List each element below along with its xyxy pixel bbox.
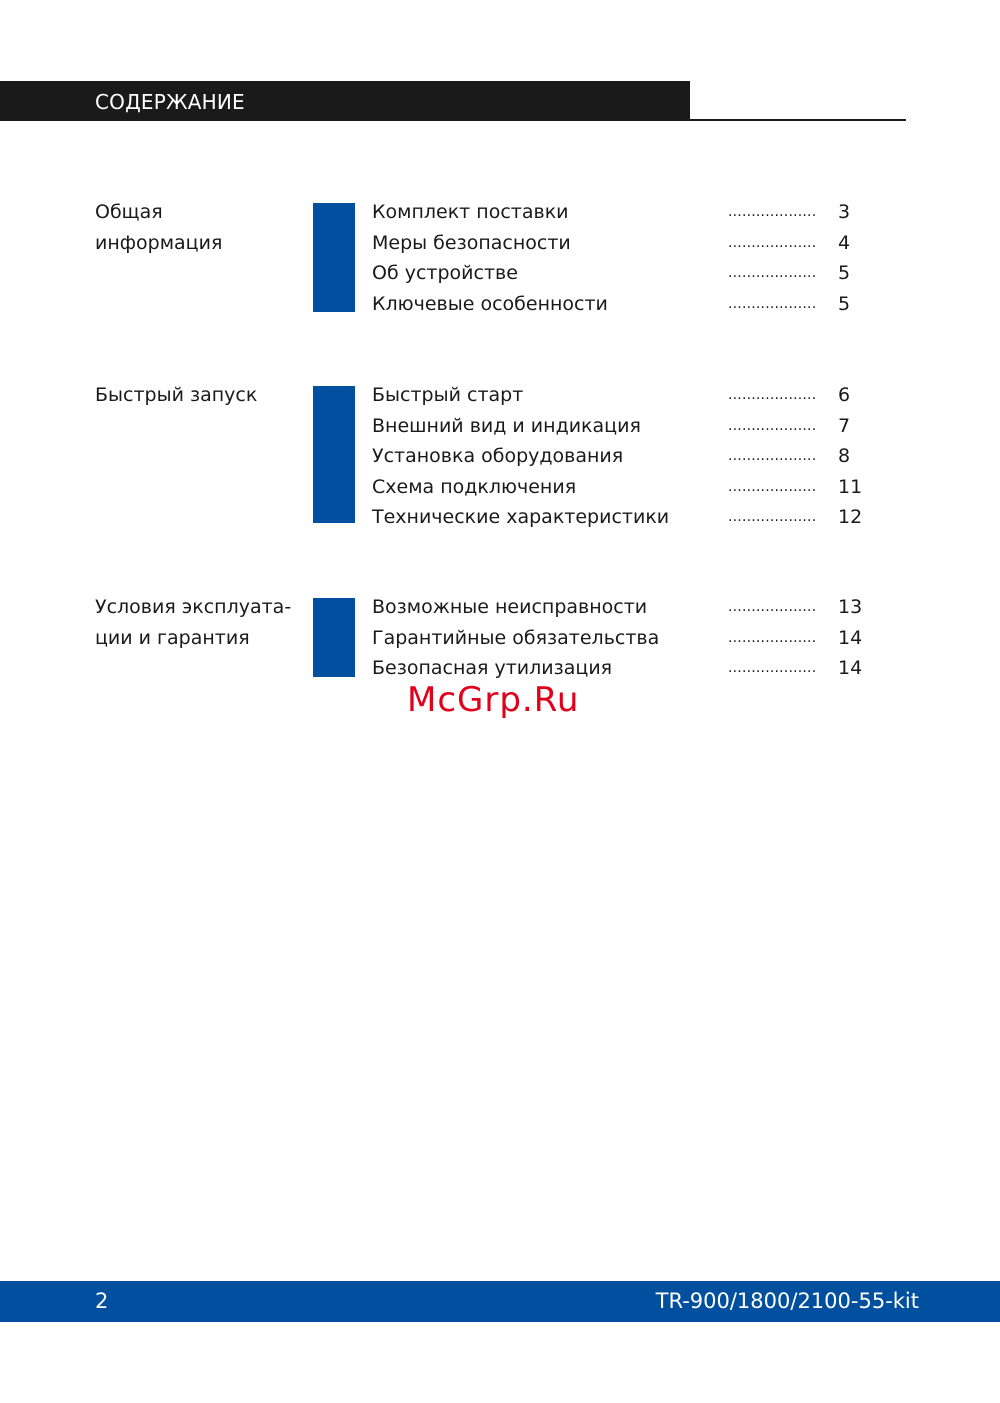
toc-entry-leader: ................... — [728, 234, 817, 251]
toc-entry-label: Комплект поставки — [372, 201, 569, 223]
toc-entry-label: Меры безопасности — [372, 231, 571, 254]
section-title-line: Быстрый запуск — [95, 384, 258, 406]
toc-entry[interactable] — [372, 592, 872, 623]
toc-entry-leader: ................... — [728, 478, 817, 495]
toc-entry-page: 14 — [838, 626, 863, 649]
section-title-line: ции и гарантия — [95, 626, 250, 649]
page-title: СОДЕРЖАНИЕ — [95, 90, 245, 114]
toc-entry-label: Быстрый старт — [372, 384, 524, 406]
toc-entry[interactable] — [372, 289, 872, 320]
toc-entry-label: Безопасная утилизация — [372, 657, 613, 679]
toc-entry-leader: ................... — [728, 660, 817, 676]
toc-entry-page: 4 — [838, 231, 851, 254]
toc-entry-page: 8 — [838, 445, 851, 467]
toc-entry-leader: ................... — [728, 387, 817, 403]
toc-entry-leader: ................... — [728, 417, 817, 434]
toc-entry[interactable] — [372, 653, 872, 684]
section-title — [95, 197, 295, 258]
toc-entry-leader: ................... — [728, 599, 817, 615]
toc-entry-page: 14 — [838, 657, 863, 679]
section-title-line: Общая — [95, 201, 163, 223]
section-marker-bar — [313, 598, 355, 677]
section-title — [95, 592, 295, 653]
toc-entry-page: 3 — [838, 201, 851, 223]
toc-entry[interactable] — [372, 441, 872, 472]
section-title-line: Условия эксплуата- — [95, 596, 292, 618]
toc-entry[interactable] — [372, 380, 872, 411]
toc-entry-label: Внешний вид и индикация — [372, 414, 641, 437]
toc-entry[interactable] — [372, 472, 872, 503]
section-title-line: информация — [95, 231, 223, 254]
toc-entry-leader: ................... — [728, 629, 817, 646]
toc-entry-label: Схема подключения — [372, 475, 577, 498]
toc-entry[interactable] — [372, 258, 872, 289]
toc-entry-leader: ................... — [728, 204, 817, 220]
toc-entry-label: Технические характеристики — [372, 506, 670, 528]
toc-entry[interactable] — [372, 623, 872, 654]
toc-entry[interactable] — [372, 228, 872, 259]
toc-entry-page: 7 — [838, 414, 851, 437]
toc-entry-leader: ................... — [728, 265, 817, 281]
toc-entry-page: 6 — [838, 384, 851, 406]
section-marker-bar — [313, 203, 355, 312]
toc-entry-label: Гарантийные обязательства — [372, 626, 660, 649]
toc-entry-label: Возможные неисправности — [372, 596, 648, 618]
toc-entry[interactable] — [372, 411, 872, 442]
toc-entry-page: 12 — [838, 506, 863, 528]
section-title — [95, 380, 295, 411]
footer-model-name: TR-900/1800/2100-55-kit — [655, 1289, 919, 1313]
header-rule — [690, 119, 906, 121]
toc-entry-page: 5 — [838, 292, 851, 315]
toc-entry-label: Об устройстве — [372, 262, 518, 284]
toc-entry-page: 13 — [838, 596, 863, 618]
footer-page-number: 2 — [95, 1289, 109, 1313]
toc-entry-label: Ключевые особенности — [372, 292, 608, 315]
watermark: McGrp.Ru — [407, 680, 580, 720]
toc-entry-page: 5 — [838, 262, 851, 284]
toc-entry[interactable] — [372, 502, 872, 533]
section-marker-bar — [313, 386, 355, 523]
toc-entry-leader: ................... — [728, 509, 817, 525]
toc-entry-label: Установка оборудования — [372, 445, 624, 467]
toc-entry[interactable] — [372, 197, 872, 228]
toc-entry-page: 11 — [838, 475, 863, 498]
toc-entry-leader: ................... — [728, 448, 817, 464]
toc-entry-leader: ................... — [728, 295, 817, 312]
